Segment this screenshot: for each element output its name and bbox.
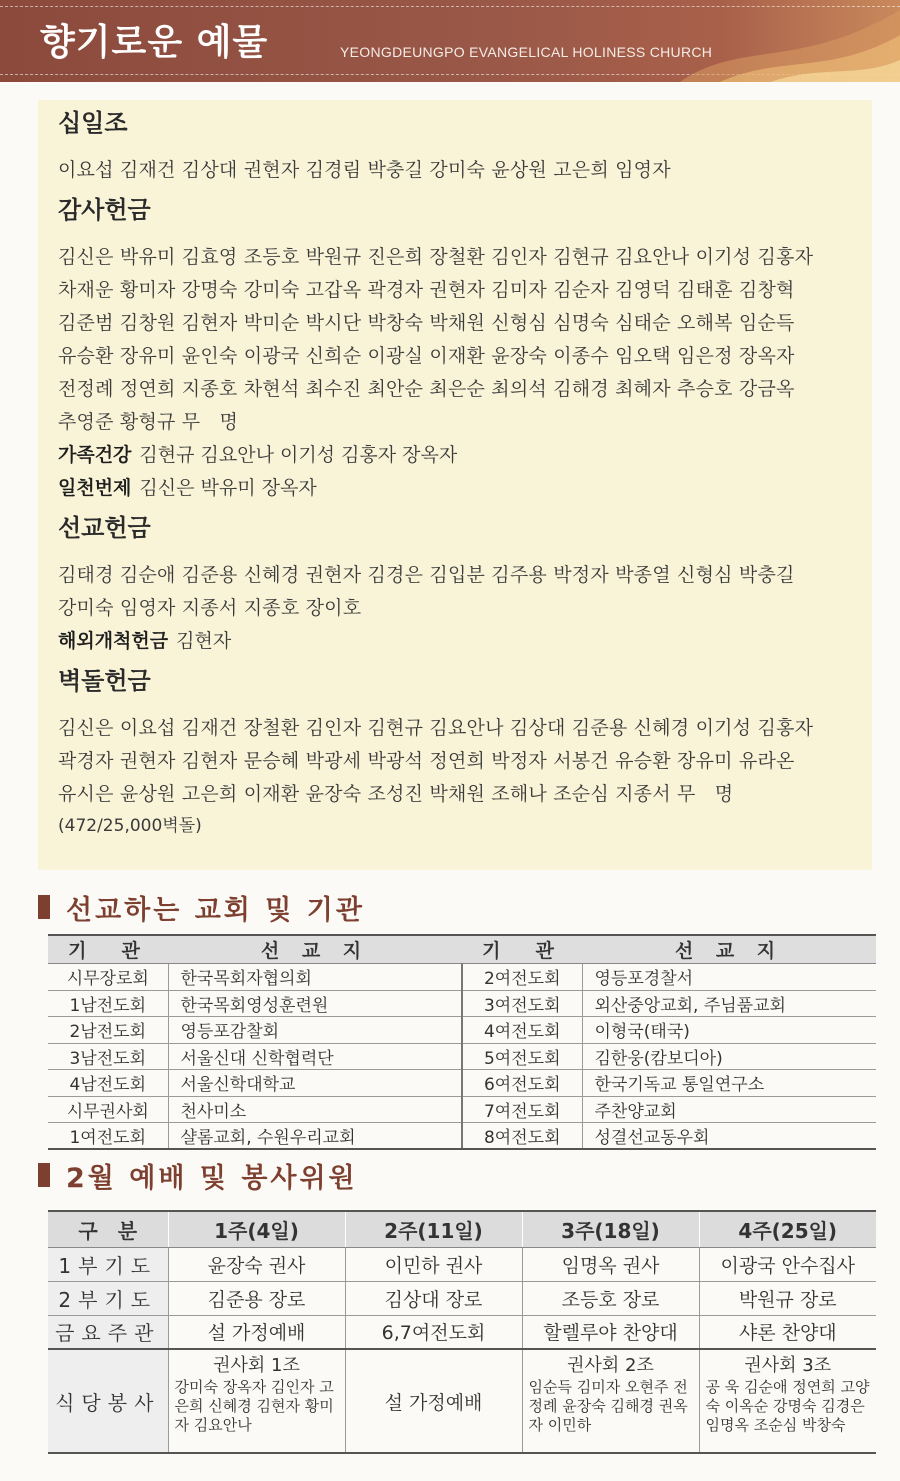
name-line: 유승환 장유미 윤인숙 이광국 신희순 이광실 이재환 윤장숙 이종수 임오택 임은정 장옥자: [58, 345, 795, 367]
org-cell: 2여전도회: [462, 964, 582, 991]
brick-count: (472/25,000벽돌): [58, 816, 202, 836]
name-line: 김태경 김순애 김준용 신혜경 권현자 김경은 김입분 김주용 박정자 박종열 신형심 박충길: [58, 564, 795, 586]
week-cell: 할렐루야 찬양대: [522, 1315, 699, 1349]
row-label: 식당봉사: [48, 1349, 168, 1453]
week-cell: 6,7여전도회: [345, 1315, 522, 1349]
dining-group: 권사회 2조: [567, 1355, 654, 1376]
thousand-offering-names: 김신은 박유미 장옥자: [139, 477, 317, 499]
tithe-heading: 십일조: [58, 109, 128, 137]
mission-section-title-text: 선교하는 교회 및 기관: [66, 894, 365, 926]
week-cell: 김준용 장로: [168, 1281, 345, 1315]
overseas-names: 김현자: [176, 630, 232, 652]
place-cell: 한국목회자협의회: [168, 964, 462, 991]
org-cell: 4여전도회: [462, 1017, 582, 1044]
table-header-row: [48, 1211, 876, 1247]
name-line: 추영준 황형규 무 명: [58, 411, 239, 433]
table-row: [48, 1017, 876, 1044]
col-org: 기 관: [462, 935, 582, 964]
col-place: 선 교 지: [168, 935, 462, 964]
table-row: [48, 1070, 876, 1097]
table-row: [48, 1247, 876, 1281]
brick-names: [58, 712, 852, 811]
schedule-section-title-text: 2월 예배 및 봉사위원: [66, 1162, 358, 1194]
church-name: YEONGDEUNGPO EVANGELICAL HOLINESS CHURCH: [340, 44, 713, 60]
place-cell: 한국기독교 통일연구소: [582, 1070, 876, 1097]
dining-group: 권사회 1조: [213, 1355, 300, 1376]
org-cell: 시무장로회: [48, 964, 168, 991]
family-health-label: 가족건강: [58, 444, 132, 466]
brick-heading: 벽돌헌금: [58, 667, 151, 695]
dining-members: 강미숙 장옥자 김인자 고은희 신혜경 김현자 황미자 김요안나: [174, 1378, 334, 1434]
table-row: [48, 990, 876, 1017]
name-line: 이요섭 김재건 김상대 권현자 김경림 박충길 강미숙 윤상원 고은희 임영자: [58, 159, 671, 181]
week-cell: 이민하 권사: [345, 1247, 522, 1281]
table-row: [48, 1281, 876, 1315]
mission-section-title: [38, 890, 365, 924]
place-cell: 서울신대 신학협력단: [168, 1043, 462, 1070]
name-line: 김신은 이요섭 김재건 장철환 김인자 김현규 김요안나 김상대 김준용 신혜경 이기성 김홍자: [58, 717, 814, 739]
overseas-line: [58, 625, 852, 658]
offering-panel: [38, 100, 872, 870]
decorative-swoosh-icon: [680, 0, 900, 82]
name-line: 전정례 정연희 지종호 차현석 최수진 최안순 최은순 최의석 김해경 최혜자 추승호 강금옥: [58, 378, 795, 400]
week-cell: 박원규 장로: [699, 1281, 876, 1315]
table-row: [48, 1043, 876, 1070]
table-row: [48, 964, 876, 991]
name-line: 곽경자 권현자 김현자 문승혜 박광세 박광석 정연희 박정자 서봉건 유승환 장유미 유라온: [58, 750, 795, 772]
mission-offering-names: [58, 559, 852, 625]
week-cell: 김상대 장로: [345, 1281, 522, 1315]
org-cell: 7여전도회: [462, 1096, 582, 1123]
col-week4: 4주(25일): [699, 1211, 876, 1247]
header-banner: [0, 0, 900, 82]
place-cell: 성결선교동우회: [582, 1123, 876, 1150]
org-cell: 시무권사회: [48, 1096, 168, 1123]
org-cell: 1여전도회: [48, 1123, 168, 1150]
section-marker: [38, 1163, 50, 1187]
thousand-offering-line: [58, 472, 852, 505]
org-cell: 4남전도회: [48, 1070, 168, 1097]
dining-week1: [168, 1349, 345, 1453]
place-cell: 이형국(태국): [582, 1017, 876, 1044]
mission-table: [48, 934, 876, 1150]
thousand-offering-label: 일천번제: [58, 477, 132, 499]
org-cell: 2남전도회: [48, 1017, 168, 1044]
dining-members: 임순득 김미자 오현주 전정례 윤장숙 김해경 권옥자 이민하: [528, 1378, 688, 1434]
week-cell: 샤론 찬양대: [699, 1315, 876, 1349]
family-health-names: 김현규 김요안나 이기성 김홍자 장옥자: [139, 444, 458, 466]
dining-service-row: [48, 1349, 876, 1453]
org-cell: 5여전도회: [462, 1043, 582, 1070]
name-line: 강미숙 임영자 지종서 지종호 장이호: [58, 597, 362, 619]
dining-group: 권사회 3조: [744, 1355, 832, 1376]
name-line: 유시은 윤상원 고은희 이재환 윤장숙 조성진 박채원 조해나 조순심 지종서 무 명: [58, 783, 734, 805]
name-line: 차재운 황미자 강명숙 강미숙 고갑옥 곽경자 권현자 김미자 김순자 김영덕 김태훈 김창혁: [58, 279, 795, 301]
place-cell: 한국목회영성훈련원: [168, 990, 462, 1017]
table-row: [48, 1123, 876, 1150]
mission-offering-heading: 선교헌금: [58, 514, 151, 542]
place-cell: 천사미소: [168, 1096, 462, 1123]
place-cell: 김한웅(캄보디아): [582, 1043, 876, 1070]
row-label: 1부기도: [48, 1247, 168, 1281]
dining-week3: [522, 1349, 699, 1453]
col-category: 구 분: [48, 1211, 168, 1247]
row-label: 금요주관: [48, 1315, 168, 1349]
org-cell: 3남전도회: [48, 1043, 168, 1070]
place-cell: 샬롬교회, 수원우리교회: [168, 1123, 462, 1150]
org-cell: 3여전도회: [462, 990, 582, 1017]
place-cell: 영등포경찰서: [582, 964, 876, 991]
col-place: 선 교 지: [582, 935, 876, 964]
table-header-row: [48, 935, 876, 964]
dining-week2: 설 가정예배: [345, 1349, 522, 1453]
org-cell: 8여전도회: [462, 1123, 582, 1150]
week-cell: 조등호 장로: [522, 1281, 699, 1315]
col-week1: 1주(4일): [168, 1211, 345, 1247]
dining-week4: [699, 1349, 876, 1453]
week-cell: 임명옥 권사: [522, 1247, 699, 1281]
tithe-names: [58, 154, 852, 187]
week-cell: 설 가정예배: [168, 1315, 345, 1349]
week-cell: 이광국 안수집사: [699, 1247, 876, 1281]
col-week2: 2주(11일): [345, 1211, 522, 1247]
dining-members: 공 욱 김순애 정연희 고양숙 이옥순 강명숙 김경은 임명옥 조순심 박창숙: [705, 1378, 870, 1434]
schedule-table: [48, 1210, 876, 1454]
overseas-label: 해외개척헌금: [58, 630, 169, 652]
family-health-line: [58, 439, 852, 472]
place-cell: 서울신학대학교: [168, 1070, 462, 1097]
section-marker: [38, 895, 50, 919]
col-org: 기 관: [48, 935, 168, 964]
table-row: [48, 1315, 876, 1349]
thanks-names: [58, 241, 852, 439]
name-line: 김신은 박유미 김효영 조등호 박원규 진은희 장철환 김인자 김현규 김요안나 이기성 김홍자: [58, 246, 814, 268]
page-title: 향기로운 예물: [40, 22, 269, 63]
table-row: [48, 1096, 876, 1123]
name-line: 김준범 김창원 김현자 박미순 박시단 박창숙 박채원 신형심 심명숙 심태순 오해복 임순득: [58, 312, 795, 334]
place-cell: 외산중앙교회, 주님품교회: [582, 990, 876, 1017]
place-cell: 영등포감찰회: [168, 1017, 462, 1044]
thanks-heading: 감사헌금: [58, 196, 151, 224]
week-cell: 윤장숙 권사: [168, 1247, 345, 1281]
place-cell: 주찬양교회: [582, 1096, 876, 1123]
org-cell: 6여전도회: [462, 1070, 582, 1097]
org-cell: 1남전도회: [48, 990, 168, 1017]
col-week3: 3주(18일): [522, 1211, 699, 1247]
row-label: 2부기도: [48, 1281, 168, 1315]
schedule-section-title: [38, 1158, 358, 1192]
